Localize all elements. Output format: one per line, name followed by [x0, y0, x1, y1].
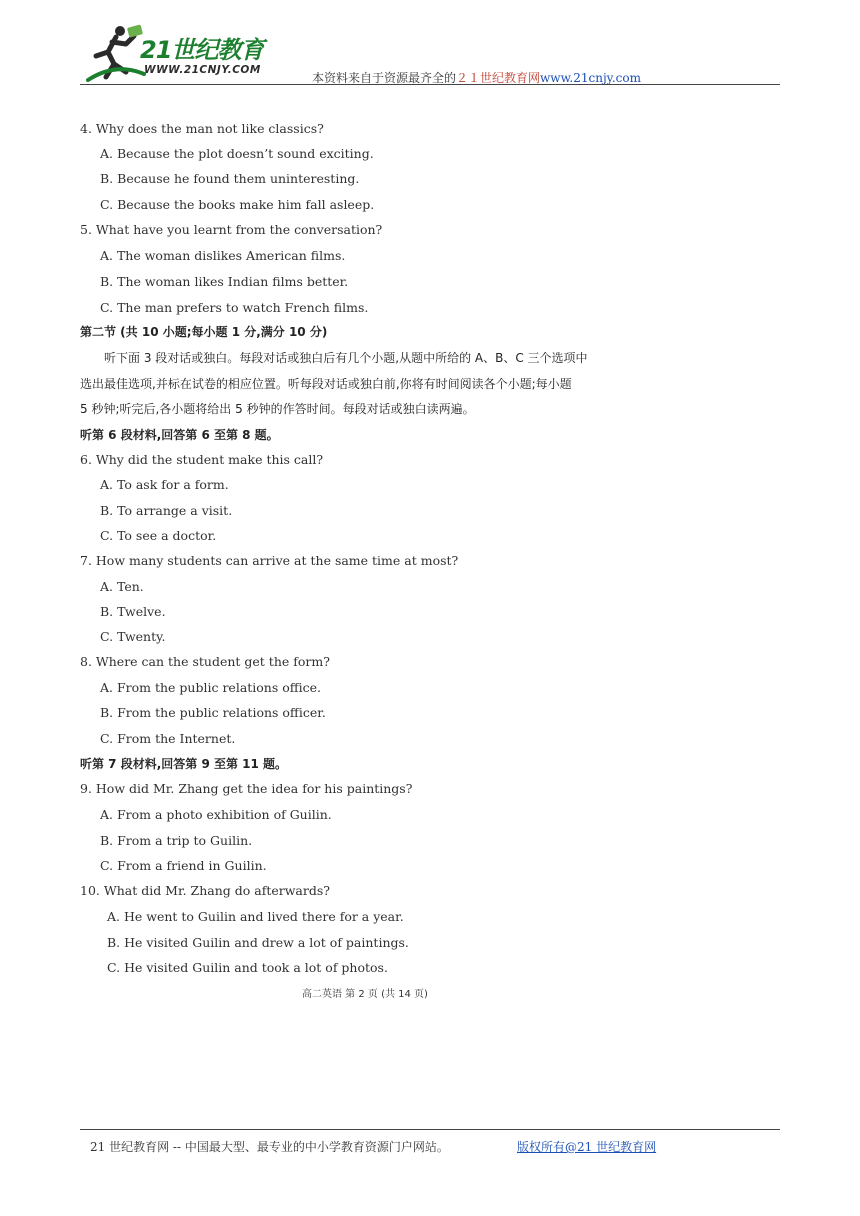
question-6-option-b: B. To arrange a visit. [100, 503, 233, 518]
question-4-option-b: B. Because he found them uninteresting. [100, 171, 360, 186]
header-note-link[interactable]: www.21cnjy.com [540, 71, 641, 85]
question-8-option-a: A. From the public relations office. [100, 680, 322, 695]
running-figure-icon [86, 22, 146, 82]
footer-divider [80, 1129, 780, 1130]
page-number: 高二英语 第 2 页 (共 14 页) [302, 989, 428, 1000]
question-10-option-a: A. He went to Guilin and lived there for a year. [107, 909, 404, 924]
question-10-option-b: B. He visited Guilin and drew a lot of paintings. [107, 935, 409, 950]
question-7-option-a: A. Ten. [100, 579, 144, 594]
section-heading: 第二节 (共 10 小题;每小题 1 分,满分 10 分) [80, 325, 328, 339]
question-9-option-a: A. From a photo exhibition of Guilin. [100, 807, 332, 822]
question-4-option-c: C. Because the books make him fall asleep. [100, 197, 375, 212]
question-7-option-b: B. Twelve. [100, 604, 166, 619]
header-note-site-name: ２１世纪教育网 [456, 71, 541, 85]
header-divider [80, 84, 780, 85]
footer-copyright-link[interactable]: 版权所有@21 世纪教育网 [517, 1140, 657, 1154]
question-8-option-b: B. From the public relations officer. [100, 705, 326, 720]
page-header [80, 22, 780, 86]
logo-wordmark: 21世纪教育 [140, 36, 264, 64]
question-6-option-a: A. To ask for a form. [100, 477, 229, 492]
question-7: 7. How many students can arrive at the same time at most? [80, 553, 459, 568]
question-6-option-c: C. To see a doctor. [100, 528, 217, 543]
question-10-option-c: C. He visited Guilin and took a lot of photos. [107, 960, 388, 975]
question-4-option-a: A. Because the plot doesn’t sound exciting. [100, 146, 374, 161]
question-5: 5. What have you learnt from the conversation? [80, 222, 383, 237]
question-8-option-c: C. From the Internet. [100, 731, 236, 746]
instructions-line-3: 5 秒钟;听完后,各小题将给出 5 秒钟的作答时间。每段对话或独白读两遍。 [80, 402, 475, 416]
instructions-line-1: 听下面 3 段对话或独白。每段对话或独白后有几个小题,从题中所给的 A、B、C 三个选项中 [104, 351, 588, 365]
question-5-option-a: A. The woman dislikes American films. [100, 248, 346, 263]
question-9: 9. How did Mr. Zhang get the idea for his paintings? [80, 781, 413, 796]
header-note-prefix: 本资料来自于资源最齐全的 [312, 71, 457, 85]
footer-site-description: 21 世纪教育网 -- 中国最大型、最专业的中小学教育资源门户网站。 [90, 1140, 449, 1154]
question-8: 8. Where can the student get the form? [80, 654, 330, 669]
question-9-option-b: B. From a trip to Guilin. [100, 833, 253, 848]
question-4: 4. Why does the man not like classics? [80, 121, 324, 136]
question-6: 6. Why did the student make this call? [80, 452, 324, 467]
logo-url: WWW.21CNJY.COM [144, 64, 261, 76]
question-5-option-c: C. The man prefers to watch French films. [100, 300, 369, 315]
site-logo[interactable] [86, 22, 286, 82]
question-10: 10. What did Mr. Zhang do afterwards? [80, 883, 330, 898]
question-9-option-c: C. From a friend in Guilin. [100, 858, 267, 873]
passage-6-heading: 听第 6 段材料,回答第 6 至第 8 题。 [80, 428, 279, 442]
passage-7-heading: 听第 7 段材料,回答第 9 至第 11 题。 [80, 757, 288, 771]
instructions-line-2: 选出最佳选项,并标在试卷的相应位置。听每段对话或独白前,你将有时间阅读各个小题;每小题 [80, 377, 572, 391]
question-5-option-b: B. The woman likes Indian films better. [100, 274, 349, 289]
question-7-option-c: C. Twenty. [100, 629, 166, 644]
